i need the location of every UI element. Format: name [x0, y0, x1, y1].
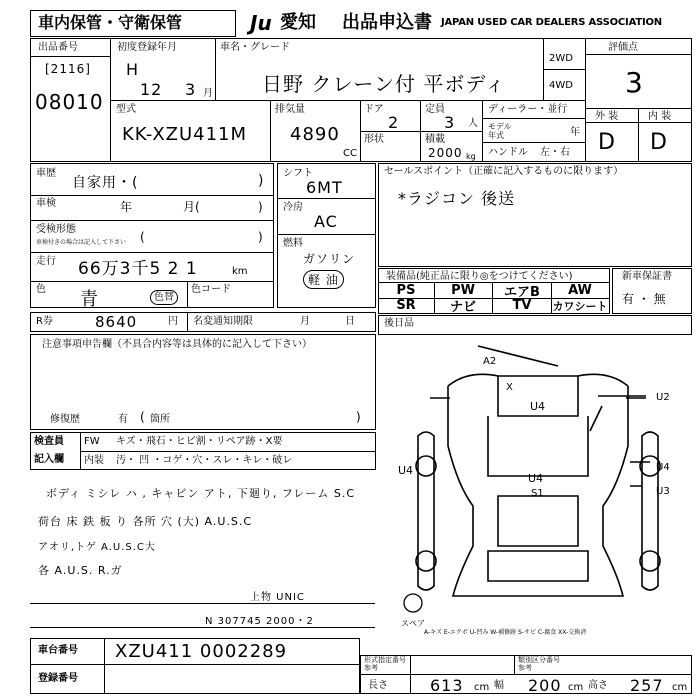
- registration-month: 3: [185, 80, 197, 99]
- score-value: 3: [625, 66, 644, 99]
- width-label: 幅: [494, 680, 504, 691]
- diagram-label: U4: [528, 472, 544, 485]
- repair-history-value: 有: [118, 414, 128, 425]
- equip-aw: AW: [568, 282, 592, 298]
- lot-label: 出品番号: [38, 42, 78, 53]
- color-label: 色: [36, 284, 46, 295]
- width-unit: cm: [568, 682, 584, 693]
- recycle-label: R券: [36, 316, 53, 327]
- repair-place: 箇所: [150, 414, 170, 425]
- receipt-label: 受検形態: [36, 224, 76, 235]
- association-name: JAPAN USED CAR DEALERS ASSOCIATION: [441, 17, 662, 28]
- diagram-label: U2: [656, 392, 670, 403]
- diagram-label: U4: [656, 462, 670, 473]
- displacement-value: 4890: [290, 124, 340, 145]
- fw-label: FW: [84, 436, 100, 447]
- repair-open: (: [140, 410, 145, 424]
- repair-close: ): [356, 410, 361, 424]
- lot-number: 08010: [35, 90, 104, 114]
- length-unit: cm: [474, 682, 490, 693]
- drive-2wd: 2WD: [549, 53, 573, 64]
- recycle-unit: 円: [168, 316, 178, 327]
- frame-label: 車台番号: [38, 645, 78, 656]
- spec-number-label: 形式指定番号 参考: [364, 656, 406, 672]
- diagram-label: U3: [656, 486, 670, 497]
- sales-point-label: セールスポイント（正確に記入するものに限ります）: [384, 166, 624, 177]
- damage-legend: A-キズ E-エクボ U-凹み W-補修跡 S-サビ C-腐食 XX-交換済: [424, 629, 587, 636]
- inspector-entry-label: 記入欄: [34, 454, 64, 465]
- shaken-close: ): [258, 200, 263, 214]
- color-change-circled: 色替: [150, 290, 178, 305]
- registration-year: 12: [140, 80, 163, 99]
- mileage-unit: km: [232, 266, 248, 277]
- diagram-label: A2: [483, 356, 497, 367]
- sales-point-block: [378, 163, 692, 267]
- cooler-value: AC: [314, 212, 338, 231]
- displacement-label: 排気量: [275, 104, 305, 115]
- tax-month: 月: [300, 316, 310, 327]
- equip-pw: PW: [451, 282, 475, 298]
- frame-value: XZU411 0002289: [115, 641, 288, 662]
- month-unit: 月: [203, 88, 213, 99]
- rear-seat-label: 後日品: [384, 318, 414, 329]
- load-label: 積載: [425, 134, 445, 145]
- color-value: 青: [80, 289, 99, 310]
- shift-label: シフト: [283, 168, 313, 179]
- remark-line: 荷台 床 鉄 板 り 各所 穴 (大) A.U.S.C: [38, 515, 253, 528]
- brand-name: 愛知: [280, 12, 316, 33]
- history-close: ): [258, 173, 264, 189]
- fw-items: キズ・飛石・ヒビ割・リペア跡・X要: [116, 436, 283, 447]
- height-value: 257: [630, 676, 664, 695]
- notes-label: 注意事項申告欄（不具合内容等は具体的に記入して下さい）: [42, 339, 312, 350]
- load-value: 2000: [428, 146, 463, 160]
- color-code-label: 色コード: [191, 284, 231, 295]
- handle-options: 左・右: [540, 147, 570, 158]
- receipt-open: (: [140, 230, 145, 244]
- equip-navi: ナビ: [449, 300, 476, 315]
- equip-airbag: エアB: [504, 284, 540, 300]
- equip-sr: SR: [396, 298, 416, 313]
- sales-point-value: *ラジコン 後送: [398, 189, 516, 208]
- history-block: [30, 163, 274, 308]
- doors-value: 2: [388, 113, 400, 132]
- shaken-year: 年: [120, 200, 133, 214]
- tax-label: 名変通知期限: [193, 316, 253, 327]
- length-value: 613: [430, 676, 464, 695]
- remark-line: アオリ,トゲ A.U.S.C大: [38, 542, 156, 553]
- drive-4wd: 4WD: [549, 80, 573, 91]
- capacity-label: 定員: [425, 104, 445, 115]
- receipt-close: ): [258, 230, 263, 244]
- doors-label: ドア: [364, 104, 384, 115]
- fuel-label: 燃料: [283, 238, 303, 249]
- width-value: 200: [528, 676, 562, 695]
- equip-tv: TV: [512, 298, 532, 313]
- receipt-note: 車検付きの場合は記入して下さい: [36, 239, 127, 246]
- height-unit: cm: [672, 682, 688, 693]
- diagram-label: X: [506, 382, 513, 393]
- score-label: 評価点: [608, 42, 638, 53]
- fuel-value-gasoline: ガソリン: [303, 252, 356, 266]
- form-title: 出品申込書: [342, 12, 432, 33]
- length-label: 長さ: [368, 680, 388, 691]
- mileage-label: 走行: [36, 256, 56, 267]
- model-year-label: モデル 年式: [488, 122, 512, 140]
- model-label: 型式: [116, 104, 136, 115]
- exterior-label: 外 装: [595, 111, 619, 122]
- cooler-label: 冷房: [283, 202, 303, 213]
- plate-label: 登録番号: [38, 673, 78, 684]
- handle-label: ハンドル: [488, 147, 528, 158]
- car-name-label: 車名・グレード: [220, 42, 290, 53]
- model-value: KK-XZU411M: [122, 124, 248, 145]
- exterior-grade: D: [598, 130, 616, 155]
- height-label: 高さ: [588, 680, 608, 691]
- rear-seat-row: [378, 315, 692, 335]
- storage-label: 車内保管・守衛保管: [38, 13, 183, 32]
- interior-row-label: 内装: [84, 455, 104, 466]
- dealer-label: ディーラー・並行: [488, 104, 568, 115]
- registration-label: 初度登録年月: [117, 42, 177, 53]
- repair-history-label: 修復歴: [50, 414, 80, 425]
- load-unit: kg: [466, 152, 476, 161]
- remark-line: N 307745 2000・2: [205, 616, 314, 627]
- shape-label: 形状: [364, 134, 384, 145]
- capacity-value: 3: [444, 113, 456, 132]
- capacity-unit: 人: [468, 118, 478, 129]
- new-warranty-label: 新車保証書: [622, 271, 672, 282]
- fuel-value-diesel: 軽 油: [303, 270, 344, 289]
- history-value: 自家用・(: [72, 175, 139, 191]
- equip-leather-seat: カワシート: [552, 299, 608, 313]
- diagram-label: U4: [530, 400, 546, 413]
- spare-label: スペア: [401, 619, 425, 628]
- inspector-label: 検査員: [34, 436, 64, 447]
- shaken-month: 月(: [183, 200, 200, 214]
- diagram-label: U4: [398, 464, 414, 477]
- tax-day: 日: [345, 316, 355, 327]
- interior-grade: D: [650, 130, 668, 155]
- equip-ps: PS: [396, 282, 416, 298]
- brand-logo: Ju: [250, 11, 272, 35]
- car-name-value: 日野 クレーン付 平ボディ: [262, 72, 506, 96]
- mileage-value: 66万3千5 2 1: [78, 259, 198, 279]
- recycle-value: 8640: [95, 313, 138, 331]
- class-number-label: 類別区分番号 参考: [518, 656, 560, 672]
- registration-era: H: [126, 60, 140, 79]
- interior-row-items: 汚・ 凹 ・コゲ・穴・スレ・キレ・破レ: [116, 455, 293, 466]
- diagram-label: S1: [531, 488, 544, 499]
- model-year-unit: 年: [570, 127, 580, 138]
- remark-line: 各 A.U.S. R.ガ: [38, 564, 123, 577]
- lot-sub: [2116]: [45, 62, 91, 76]
- remark-line: 上物 UNIC: [250, 592, 305, 603]
- displacement-unit: CC: [343, 148, 357, 159]
- vehicle-damage-diagram: [378, 336, 692, 636]
- equipment-label: 装備品(純正品に限り◎をつけてください): [386, 271, 573, 282]
- new-warranty-value: 有 ・ 無: [622, 292, 666, 306]
- remark-line: ボディ ミシレ ハ , キャビン アト, 下廻り, フレーム S.C: [46, 487, 356, 500]
- shaken-label: 車検: [36, 198, 56, 209]
- history-label: 車歴: [36, 168, 56, 179]
- interior-label: 内 装: [648, 111, 672, 122]
- shift-value: 6MT: [306, 178, 343, 197]
